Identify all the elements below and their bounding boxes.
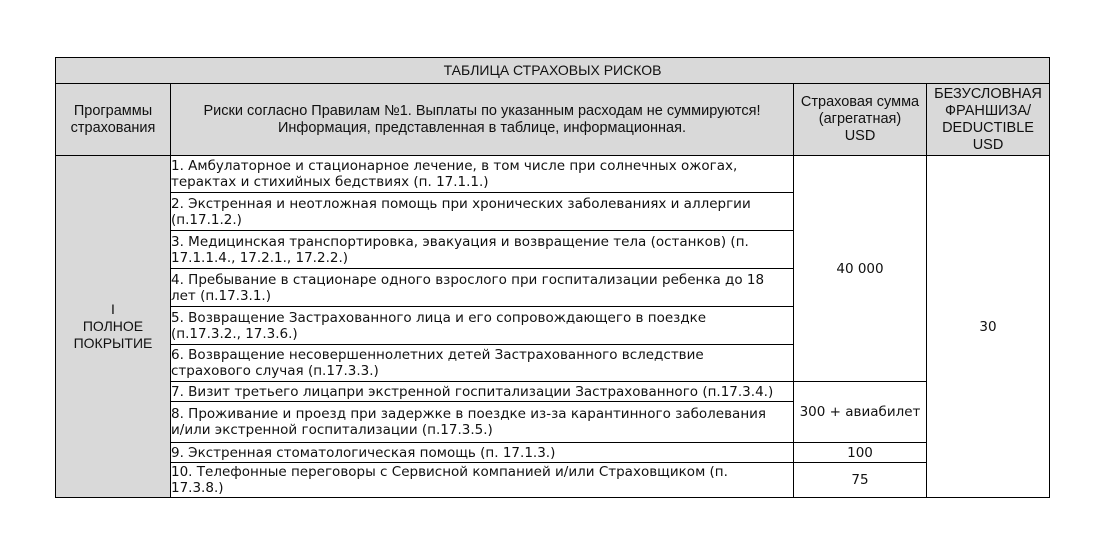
risk-item: 5. Возвращение Застрахованного лица и его сопровождающего в поездке (п.17.3.2., 17.3.6.) — [171, 307, 794, 345]
risk-item: 3. Медицинская транспортировка, эвакуация и возвращение тела (останков) (п. 17.1.1.4., 17.2.1., 17.2.2.) — [171, 231, 794, 269]
header-deductible: БЕЗУСЛОВНАЯ ФРАНШИЗА/ DEDUCTIBLE USD — [927, 84, 1050, 156]
risk-item: 6. Возвращение несовершеннолетних детей Застрахованного вследствие страхового случая (п.17.3.3.) — [171, 345, 794, 382]
sum-insured-cell: 40 000 — [794, 156, 927, 382]
title-row — [56, 58, 1050, 84]
risk-item: 10. Телефонные переговоры с Сервисной компанией и/или Страховщиком (п. 17.3.8.) — [171, 463, 794, 498]
sum-insured-cell: 300 + авиабилет — [794, 382, 927, 443]
program-cell: I ПОЛНОЕ ПОКРЫТИЕ — [56, 156, 171, 498]
risk-item: 7. Визит третьего лицапри экстренной госпитализации Застрахованного (п.17.3.4.) — [171, 382, 794, 402]
risk-item: 2. Экстренная и неотложная помощь при хронических заболеваниях и аллергии (п.17.1.2.) — [171, 193, 794, 231]
risk-item: 4. Пребывание в стационаре одного взрослого при госпитализации ребенка до 18 лет (п.17.3.1.) — [171, 269, 794, 307]
table-title: ТАБЛИЦА СТРАХОВЫХ РИСКОВ — [56, 58, 1050, 84]
table-row — [56, 156, 1050, 193]
risk-item: 1. Амбулаторное и стационарное лечение, в том числе при солнечных ожогах, терактах и стихийных бедствиях (п. 17.1.1.) — [171, 156, 794, 193]
header-sum-insured: Страховая сумма (агрегатная) USD — [794, 84, 927, 156]
deductible-cell: 30 — [927, 156, 1050, 498]
risk-item: 8. Проживание и проезд при задержке в поездке из-за карантинного заболевания и/или экстренной госпитализации (п.17.3.5.) — [171, 402, 794, 443]
sum-insured-cell: 100 — [794, 443, 927, 463]
table-row — [56, 382, 1050, 402]
table-row — [56, 443, 1050, 463]
header-risks: Риски согласно Правилам №1. Выплаты по указанным расходам не суммируются! Информация, представленная в таблице, информационная. — [171, 84, 794, 156]
header-programs: Программы страхования — [56, 84, 171, 156]
header-row — [56, 84, 1050, 156]
insurance-risks-table — [55, 57, 1050, 498]
sum-insured-cell: 75 — [794, 463, 927, 498]
risk-item: 9. Экстренная стоматологическая помощь (п. 17.1.3.) — [171, 443, 794, 463]
table-row — [56, 463, 1050, 498]
